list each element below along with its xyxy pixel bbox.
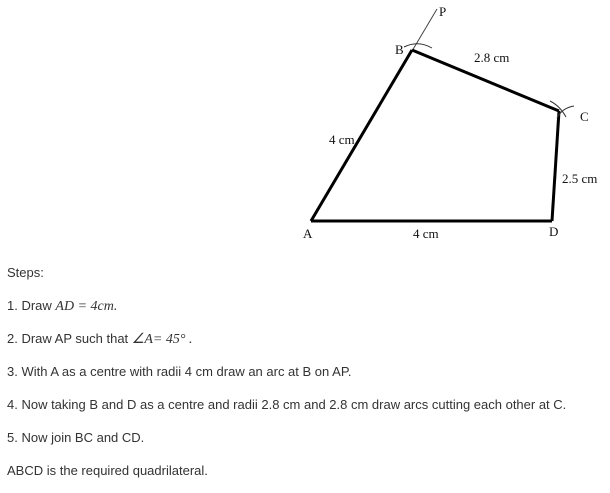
step-2 [7, 328, 607, 350]
side-ab [311, 50, 412, 221]
label-p: P [439, 4, 447, 19]
step-1-math: AD = 4cm. [55, 299, 118, 314]
step-1-text: 1. Draw [7, 298, 52, 313]
step-2-math: ∠A= 45° . [131, 332, 193, 347]
conclusion: ABCD is the required quadrilateral. [7, 463, 208, 478]
label-c: C [580, 109, 589, 124]
side-cd [552, 111, 559, 221]
steps-section [7, 262, 607, 493]
arc-at-b [404, 44, 432, 48]
step-3: 3. With A as a centre with radii 4 cm draw an arc at B on AP. [7, 364, 352, 379]
measure-ad: 4 cm [413, 226, 439, 241]
steps-heading: Steps: [7, 265, 44, 280]
step-1 [7, 295, 607, 317]
measure-cd: 2.5 cm [562, 171, 598, 186]
step-2-text: 2. Draw AP such that [7, 331, 129, 346]
label-a: A [303, 226, 313, 241]
label-b: B [395, 42, 404, 57]
label-d: D [549, 224, 559, 239]
measure-ab: 4 cm [329, 132, 355, 147]
step-4: 4. Now taking B and D as a centre and radii 2.8 cm and 2.8 cm draw arcs cutting each other at C. [7, 397, 567, 412]
step-5: 5. Now join BC and CD. [7, 430, 145, 445]
measure-bc: 2.8 cm [474, 50, 510, 65]
